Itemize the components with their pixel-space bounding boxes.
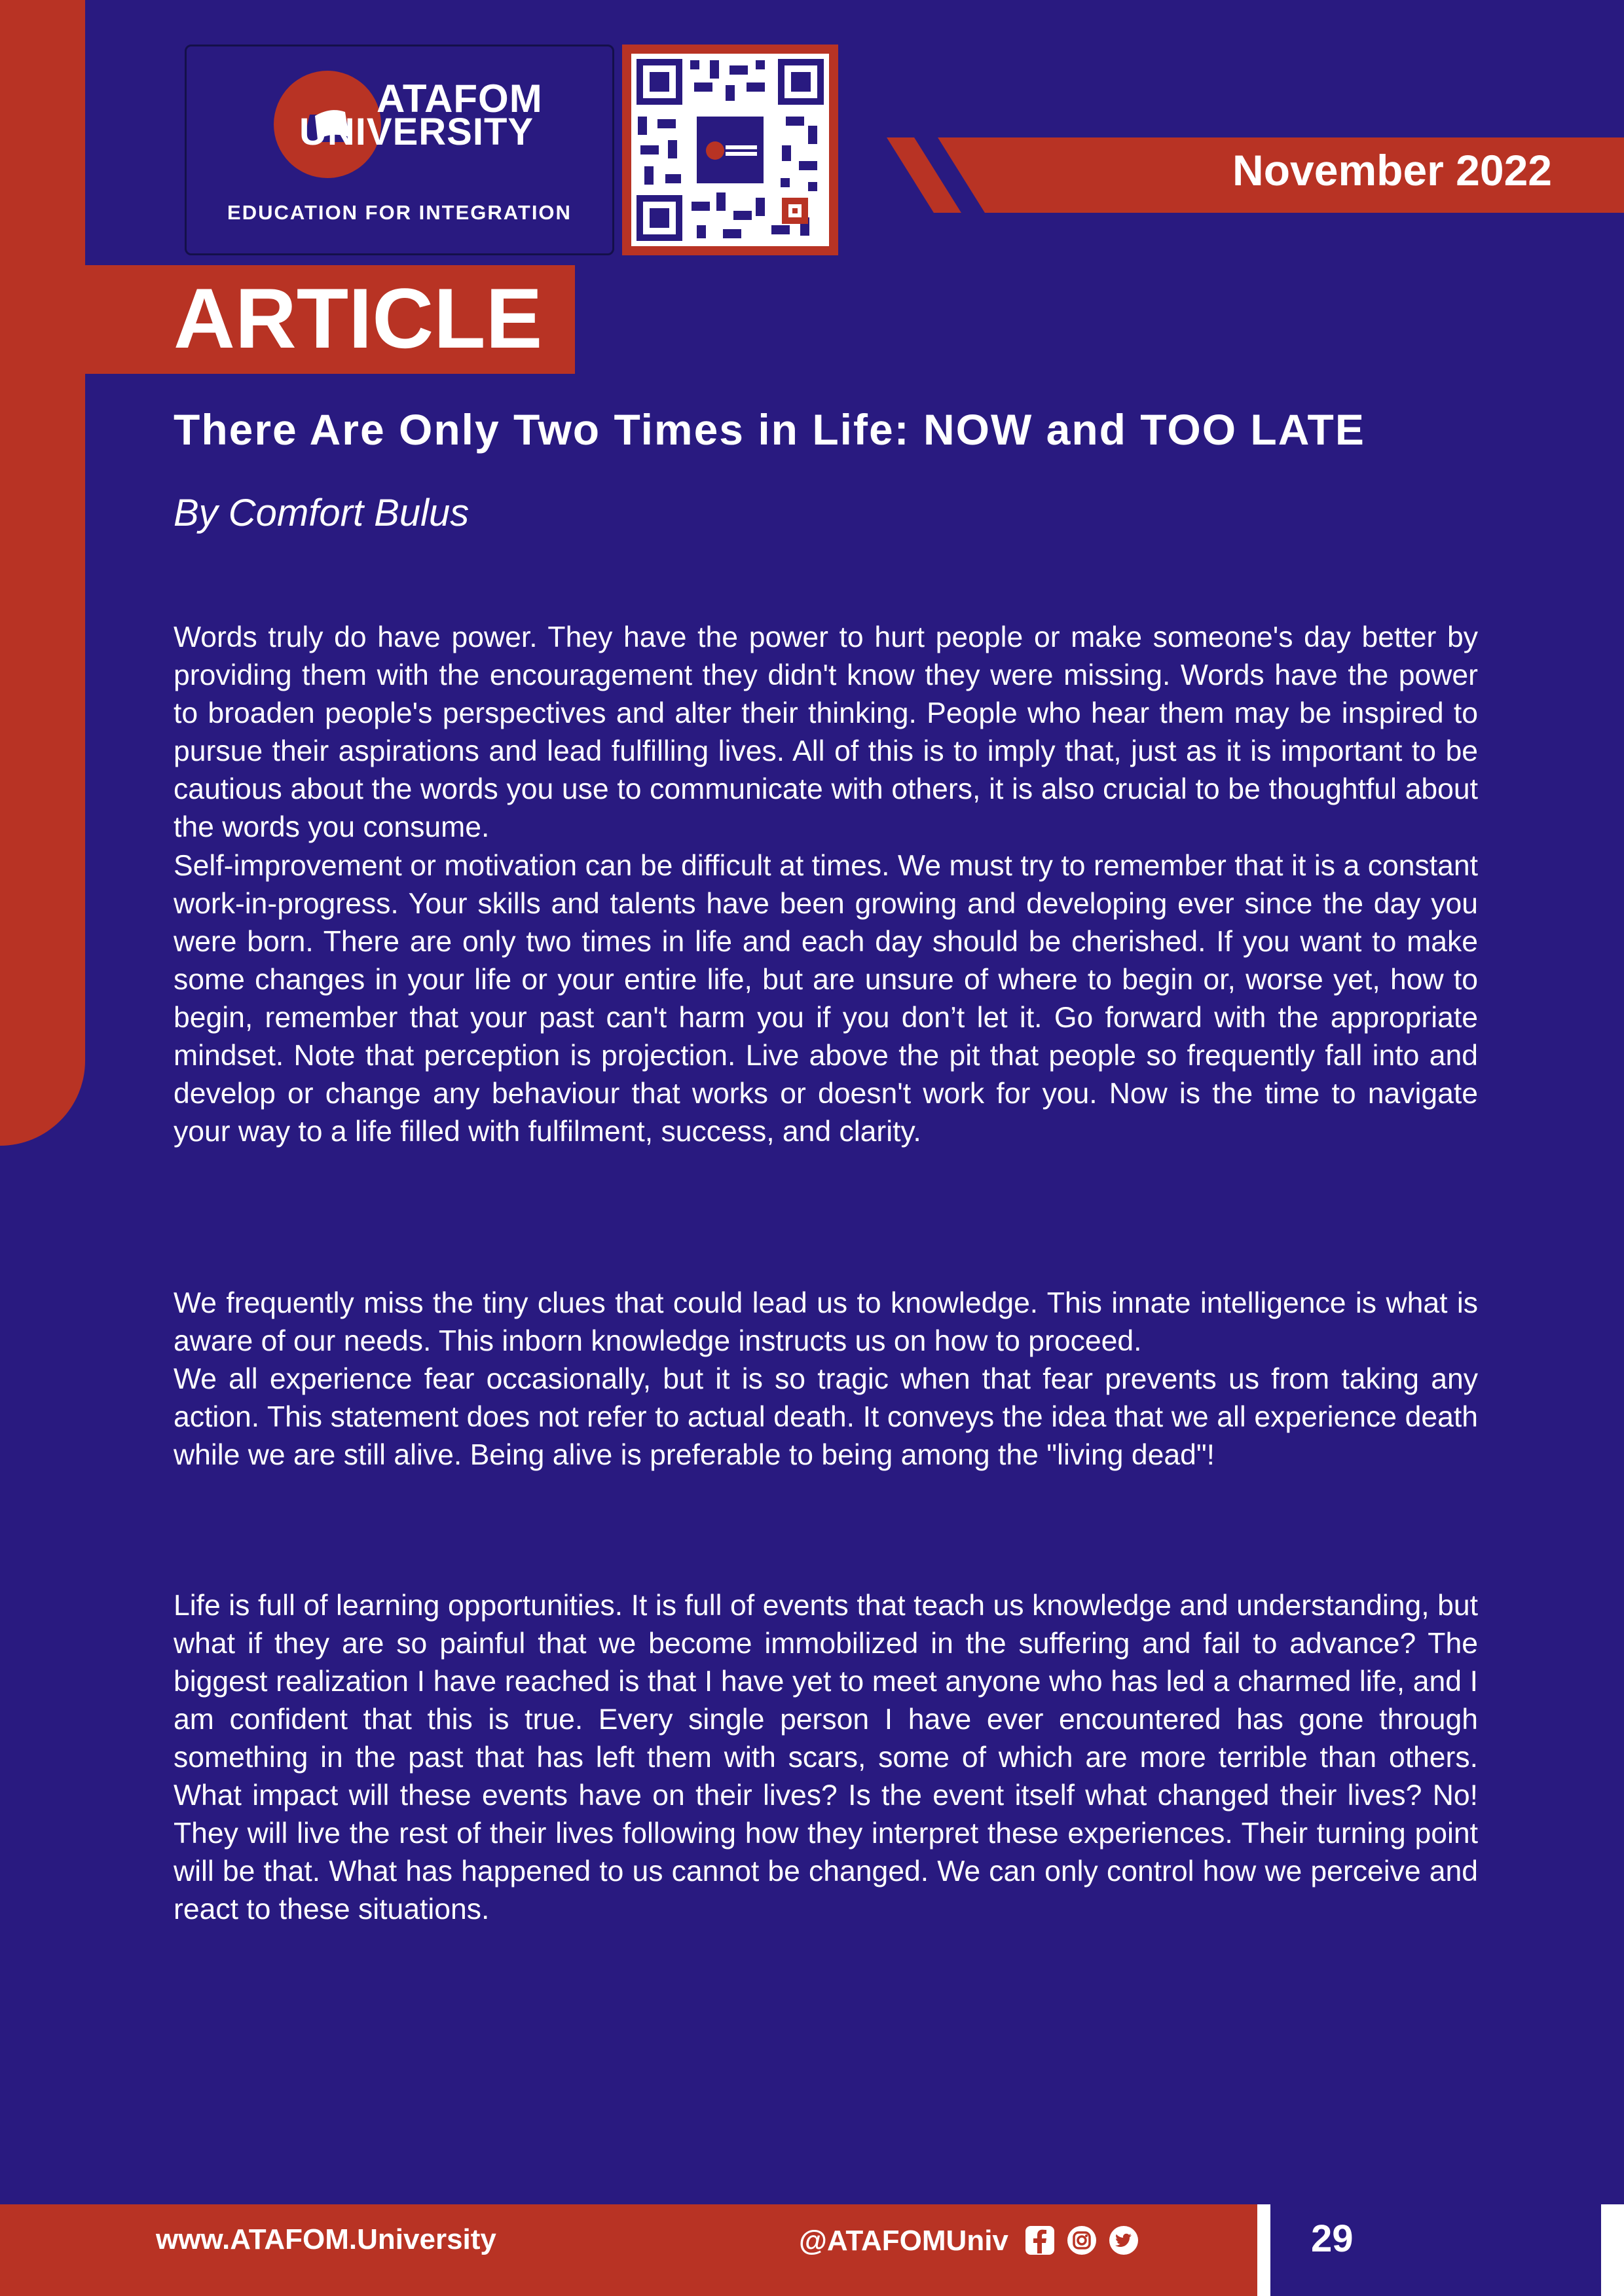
logo-tagline: EDUCATION FOR INTEGRATION xyxy=(227,201,572,224)
article-paragraph: Self-improvement or motivation can be difficult at times. We must try to remember that it is a constant work-in-progress. Your skills and talents have been growing and developing ever since the day you were born. There are only two times in life and each day should be cherished. If you want to make some changes in your life or your entire life, but are unsure of where to begin or, worse yet, how to begin, remember that your past can't harm you if you don’t let it. Go forward with the appropriate mindset. Note that perception is projection. Live above the pit that people so frequently fall into and develop or change any behaviour that works or doesn't work for you. Now is the time to navigate your way to a life filled with fulfilment, success, and clarity. xyxy=(174,850,1478,1148)
website-link[interactable]: www.ATAFOM.University xyxy=(156,2223,496,2255)
article-byline: By Comfort Bulus xyxy=(174,492,470,534)
social-handle[interactable]: @ATAFOMUniv xyxy=(799,2225,1008,2257)
footer-edge xyxy=(1601,2204,1624,2296)
qr-code[interactable] xyxy=(622,45,838,255)
issue-date: November 2022 xyxy=(1232,146,1552,194)
logo-name-line1: ATAFOM xyxy=(377,77,543,120)
qr-code-icon xyxy=(631,54,829,246)
article-title: There Are Only Two Times in Life: NOW and TOO LATE xyxy=(174,405,1365,454)
section-label: ARTICLE xyxy=(174,270,543,366)
university-logo xyxy=(185,45,614,255)
article-paragraph: We all experience fear occasionally, but it is so tragic when that fear prevents us from taking any action. This statement does not refer to actual death. It conveys the idea that we all experience death while we are still alive. Being alive is preferable to being among the "living dead"! xyxy=(174,1363,1478,1471)
facebook-icon[interactable] xyxy=(1024,2225,1056,2256)
article-paragraph: Words truly do have power. They have the power to hurt people or make someone's day better by providing them with the encouragement they didn't know they were missing. Words have the power to broaden people's perspectives and alter their thinking. People who hear them may be inspired to pursue their aspirations and lead fulfilling lives. All of this is to imply that, just as it is important to be cautious about the words you use to communicate with others, it is also crucial to be thoughtful about the words you consume. xyxy=(174,621,1478,843)
twitter-icon[interactable] xyxy=(1108,2225,1139,2256)
page-number: 29 xyxy=(1311,2217,1354,2260)
instagram-icon[interactable] xyxy=(1066,2225,1098,2256)
left-accent-strip xyxy=(0,0,85,1146)
article-paragraph: Life is full of learning opportunities. It is full of events that teach us knowledge and understanding, but what if they are so painful that we become immobilized in the suffering and fail to advance? The biggest realization I have reached is that I have yet to meet anyone who has led a charmed life, and I am confident that this is true. Every single person I have ever encountered has gone through something in the past that has left them with scars, some of which are more terrible than others. What impact will these events have on their lives? Is the event itself what changed their lives? No! They will live the rest of their lives following how they interpret these experiences. Their turning point will be that. What has happened to us cannot be changed. We can only control how we perceive and react to these situations. xyxy=(174,1590,1478,1925)
article-paragraph: We frequently miss the tiny clues that could lead us to knowledge. This innate intelligence is what is aware of our needs. This inborn knowledge instructs us on how to proceed. xyxy=(174,1287,1478,1357)
footer-divider xyxy=(1257,2204,1270,2296)
logo-name-line2: UNIVERSITY xyxy=(299,111,534,153)
